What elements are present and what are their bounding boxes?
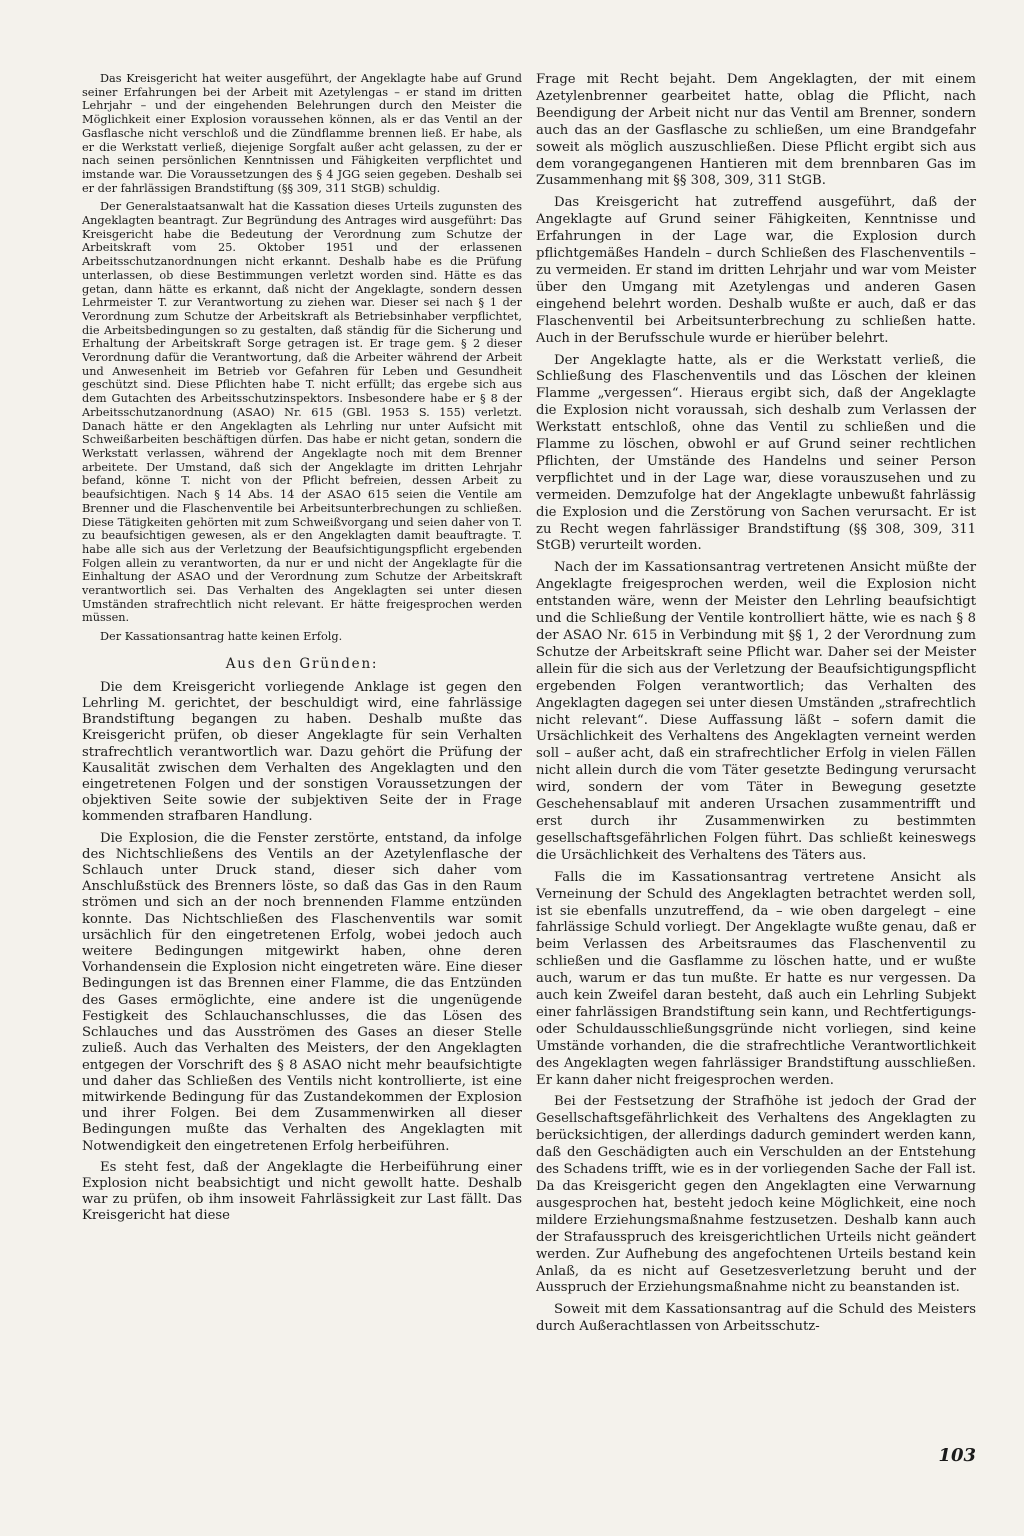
paragraph: Bei der Festsetzung der Strafhöhe ist jedoch der Grad der Gesellschaftsgefährlichkeit des Verhaltens des Angeklagten zu berücksichtigen, der allerdings dadurch gemindert werden kann, daß den Geschädigten auch ein Verschulden an der Entstehung des Schadens trifft, wie es in der vorliegenden Sache der Fall ist. Da das Kreisgericht gegen den Angeklagten eine Verwarnung ausgesprochen hat, besteht jedoch keine Möglichkeit, eine noch mildere Erziehungsmaßnahme festzusetzen. Deshalb kann auch der Strafausspruch des kreisgerichtlichen Urteils nicht geändert werden. Zur Aufhebung des angefochtenen Urteils bestand kein Anlaß, da es nicht auf Gesetzesverletzung beruht und der Ausspruch der Erziehungsmaßnahme nicht zu beanstanden ist. xyxy=(536,1094,976,1296)
paragraph: Soweit mit dem Kassationsantrag auf die Schuld des Meisters durch Außerachtlassen von Arbeitsschutz- xyxy=(536,1302,976,1335)
left-column xyxy=(82,72,522,1225)
text-columns xyxy=(82,72,976,1341)
paragraph: Es steht fest, daß der Angeklagte die Herbeiführung einer Explosion nicht beabsichtigt und nicht gewollt hatte. Deshalb war zu prüfen, ob ihm insoweit Fahrlässigkeit zur Last fällt. Das Kreisgericht hat diese xyxy=(82,1159,522,1224)
paragraph: Das Kreisgericht hat weiter ausgeführt, der Angeklagte habe auf Grund seiner Erfahrungen bei der Arbeit mit Azetylengas – er stand im dritten Lehrjahr – und der eingehenden Belehrungen durch den Meister die Möglichkeit einer Explosion voraussehen können, als er das Ventil an der Gasflasche nicht verschloß und die Zündflamme brennen ließ. Er habe, als er die Werkstatt verließ, diejenige Sorgfalt außer acht gelassen, zu der er nach seinen persönlichen Kenntnissen und Fähigkeiten verpflichtet und imstande war. Die Voraussetzungen des § 4 JGG seien gegeben. Deshalb sei er der fahrlässigen Brandstiftung (§§ 309, 311 StGB) schuldig. xyxy=(82,72,522,195)
page-number: 103 xyxy=(938,1445,976,1466)
right-column xyxy=(536,72,976,1341)
paragraph: Der Angeklagte hatte, als er die Werkstatt verließ, die Schließung des Flaschenventils und das Löschen der kleinen Flamme „vergessen“. Hieraus ergibt sich, daß der Angeklagte die Explosion nicht voraussah, sich deshalb zum Verlassen der Werkstatt entschloß, ohne das Ventil zu schließen und die Flamme zu löschen, obwohl er auf Grund seiner rechtlichen Pflichten, der Umstände des Handelns und seiner Person verpflichtet und in der Lage war, diese vorauszusehen und zu vermeiden. Demzufolge hat der Angeklagte unbewußt fahrlässig die Explosion und die Zerstörung von Sachen verursacht. Er ist zu Recht wegen fahrlässiger Brandstiftung (§§ 308, 309, 311 StGB) verurteilt worden. xyxy=(536,352,976,554)
paragraph: Die Explosion, die die Fenster zerstörte, entstand, da infolge des Nichtschließens des Ventils an der Azetylenflasche der Schlauch unter Druck stand, dieser sich daher vom Anschlußstück des Brenners löste, so daß das Gas in den Raum strömen und sich an der noch brennenden Flamme entzünden konnte. Das Nichtschließen des Flaschenventils war somit ursächlich für den eingetretenen Erfolg, wobei jedoch auch weitere Bedingungen mitgewirkt haben, ohne deren Vorhandensein die Explosion nicht eingetreten wäre. Eine dieser Bedingungen ist das Brennen einer Flamme, die das Entzünden des Gases ermöglichte, eine andere ist die ungenügende Festigkeit des Schlauchanschlusses, die das Lösen des Schlauches und das Ausströmen des Gases an dieser Stelle zuließ. Auch das Verhalten des Meisters, der den Angeklagten entgegen der Vorschrift des § 8 ASAO nicht mehr beaufsichtigte und daher das Schließen des Ventils nicht kontrollierte, ist eine mitwirkende Bedingung für das Zustandekommen der Explosion und ihrer Folgen. Bei dem Zusammenwirken all dieser Bedingungen mußte das Verhalten des Angeklagten mit Notwendigkeit den eingetretenen Erfolg herbeiführen. xyxy=(82,830,522,1154)
paragraph: Frage mit Recht bejaht. Dem Angeklagten, der mit einem Azetylenbrenner gearbeitet hatte, oblag die Pflicht, nach Beendigung der Arbeit nicht nur das Ventil am Brenner, sondern auch das an der Gasflasche zu schließen, um eine Brandgefahr soweit als möglich auszuschließen. Diese Pflicht ergibt sich aus dem vorangegangenen Hantieren mit dem brennbaren Gas im Zusammenhang mit §§ 308, 309, 311 StGB. xyxy=(536,72,976,189)
paragraph: Falls die im Kassationsantrag vertretene Ansicht als Verneinung der Schuld des Angeklagten betrachtet werden soll, ist sie ebenfalls unzutreffend, da – wie oben dargelegt – eine fahrlässige Schuld vorliegt. Der Angeklagte wußte genau, daß er beim Verlassen des Arbeitsraumes das Flaschenventil zu schließen und die Gasflamme zu löschen hatte, und er wußte auch, warum er das tun mußte. Er hatte es nur vergessen. Da auch kein Zweifel daran besteht, daß auch ein Lehrling Subjekt einer fahrlässigen Brandstiftung sein kann, und Rechtfertigungs- oder Schuldausschließungsgründe nicht vorliegen, sind keine Umstände vorhanden, die die strafrechtliche Verantwortlichkeit des Angeklagten wegen fahrlässiger Brandstiftung ausschließen. Er kann daher nicht freigesprochen werden. xyxy=(536,869,976,1088)
paragraph: Nach der im Kassationsantrag vertretenen Ansicht müßte der Angeklagte freigesprochen werden, weil die Explosion nicht entstanden wäre, wenn der Meister den Lehrling beaufsichtigt und die Schließung der Ventile kontrolliert hätte, wie es nach § 8 der ASAO Nr. 615 in Verbindung mit §§ 1, 2 der Verordnung zum Schutze der Arbeitskraft seine Pflicht war. Daher sei der Meister allein für die sich aus der Verletzung der Beaufsichtigungspflicht ergebenden Folgen verantwortlich; das Verhalten des Angeklagten dagegen sei unter diesen Umständen „strafrechtlich nicht relevant“. Diese Auffassung läßt – sofern damit die Ursächlichkeit des Verhaltens des Angeklagten verneint werden soll – außer acht, daß ein strafrechtlicher Erfolg in vielen Fällen nicht allein durch die vom Täter gesetzte Bedingung verursacht wird, sondern der vom Täter in Bewegung gesetzte Geschehensablauf mit anderen Ursachen zusammentrifft und erst durch ihr Zusammenwirken zu bestimmten gesellschaftsgefährlichen Folgen führt. Das schließt keineswegs die Ursächlichkeit des Verhaltens des Täters aus. xyxy=(536,560,976,863)
paragraph: Der Generalstaatsanwalt hat die Kassation dieses Urteils zugunsten des Angeklagten beantragt. Zur Begründung des Antrages wird ausgeführt: Das Kreisgericht habe die Bedeutung der Verordnung zum Schutze der Arbeitskraft vom 25. Oktober 1951 und der erlassenen Arbeitsschutzanordnungen nicht erkannt. Deshalb habe es die Prüfung unterlassen, ob diese Bestimmungen verletzt worden sind. Hätte es das getan, dann hätte es erkannt, daß nicht der Angeklagte, sondern dessen Lehrmeister T. zur Verantwortung zu ziehen war. Dieser sei nach § 1 der Verordnung zum Schutze der Arbeitskraft als Betriebsinhaber verpflichtet, die Arbeitsbedingungen so zu gestalten, daß ständig für die Sicherung und Erhaltung der Arbeitskraft Sorge getragen ist. Er trage gem. § 2 dieser Verordnung dafür die Verantwortung, daß die Arbeiter während der Arbeit und Anwesenheit im Betrieb vor Gefahren für Leben und Gesundheit geschützt sind. Diese Pflichten habe T. nicht erfüllt; das ergebe sich aus dem Gutachten des Arbeitsschutzinspektors. Insbesondere habe er § 8 der Arbeitsschutzanordnung (ASAO) Nr. 615 (GBl. 1953 S. 155) verletzt. Danach hätte er den Angeklagten als Lehrling nur unter Aufsicht mit Schweißarbeiten beschäftigen dürfen. Das habe er nicht getan, sondern die Werkstatt verlassen, während der Angeklagte noch mit dem Brenner arbeitete. Der Umstand, daß sich der Angeklagte im dritten Lehrjahr befand, könne T. nicht von der Pflicht befreien, dessen Arbeit zu beaufsichtigen. Nach § 14 Abs. 14 der ASAO 615 seien die Ventile am Brenner und die Flaschenventile bei Arbeitsunterbrechungen zu schließen. Diese Tätigkeiten gehörten mit zum Schweißvorgang und seien daher von T. zu beaufsichtigen gewesen, als er den Angeklagten damit beauftragte. T. habe alle sich aus der Verletzung der Beaufsichtigungspflicht ergebenden Folgen allein zu verantworten, da nur er und nicht der Angeklagte für die Einhaltung der ASAO und der Verordnung zum Schutze der Arbeitskraft verantwortlich sei. Das Verhalten des Angeklagten sei unter diesen Umständen strafrechtlich nicht relevant. Er hätte freigesprochen werden müssen. xyxy=(82,200,522,625)
paragraph: Die dem Kreisgericht vorliegende Anklage ist gegen den Lehrling M. gerichtet, der beschuldigt wird, eine fahrlässige Brandstiftung begangen zu haben. Deshalb mußte das Kreisgericht prüfen, ob dieser Angeklagte für sein Verhalten strafrechtlich verantwortlich war. Dazu gehört die Prüfung der Kausalität zwischen dem Verhalten des Angeklagten und den eingetretenen Folgen und der sonstigen Voraussetzungen der objektiven Seite sowie der subjektiven Seite der in Frage kommenden strafbaren Handlung. xyxy=(82,679,522,825)
paragraph: Das Kreisgericht hat zutreffend ausgeführt, daß der Angeklagte auf Grund seiner Fähigkeiten, Kenntnisse und Erfahrungen in der Lage war, die Explosion durch pflichtgemäßes Handeln – durch Schließen des Flaschenventils – zu vermeiden. Er stand im dritten Lehrjahr und war vom Meister über den Umgang mit Azetylengas und anderen Gasen eingehend belehrt worden. Deshalb wußte er auch, daß er das Flaschenventil bei Arbeitsunterbrechung zu schließen hatte. Auch in der Berufsschule wurde er hierüber belehrt. xyxy=(536,195,976,346)
section-heading: Aus den Gründen: xyxy=(225,655,379,672)
paragraph: Der Kassationsantrag hatte keinen Erfolg. xyxy=(100,630,343,644)
